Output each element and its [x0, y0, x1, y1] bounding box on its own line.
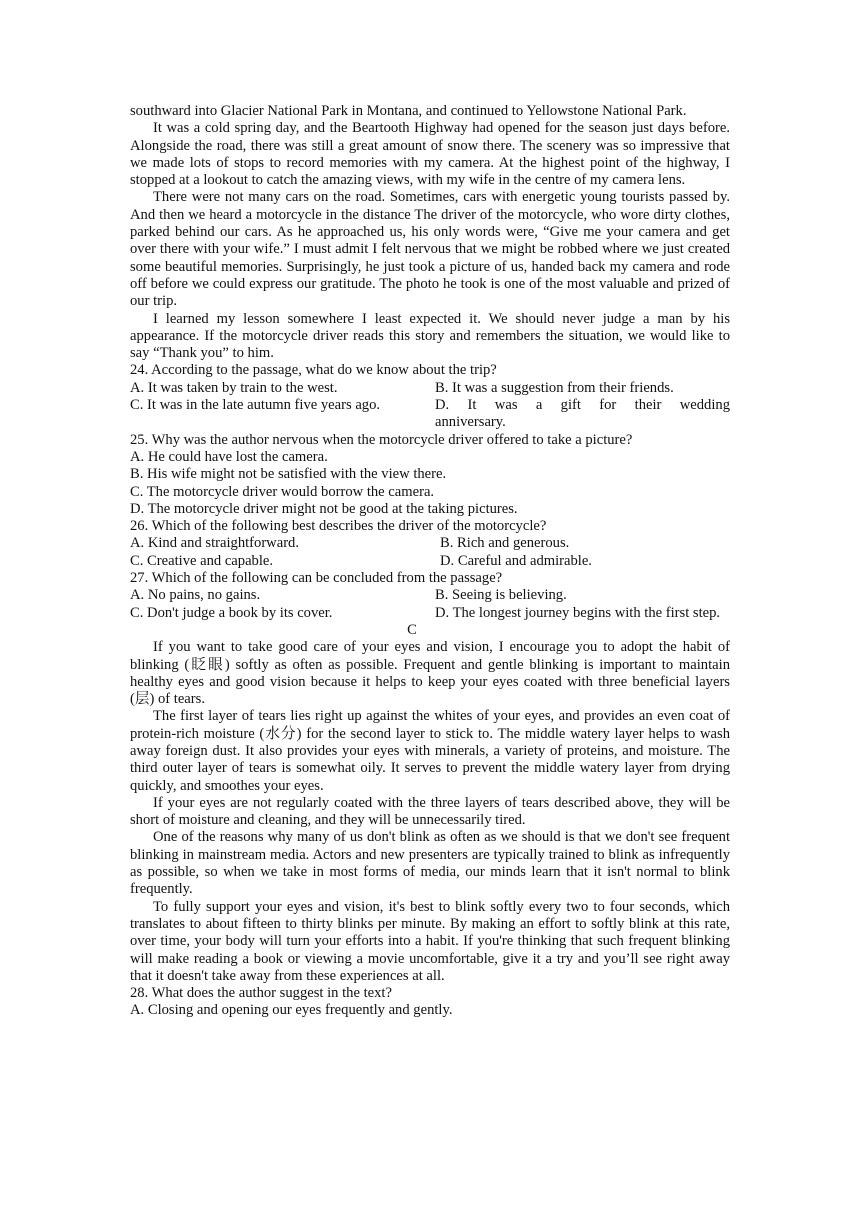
question-stem: 27. Which of the following can be concluded from the passage?	[130, 570, 503, 587]
question-stem: 28. What does the author suggest in the text?	[130, 985, 392, 1002]
passage-c-paragraph: One of the reasons why many of us don't blink as often as we should is that we don't see frequent blinking in mainstream media. Actors and new presenters are typically trained to blink as infrequently as possible, so when we take in most forms of media, our minds learn that it isn't normal to blink frequently.	[130, 829, 730, 898]
option-c: C. Don't judge a book by its cover.	[130, 604, 333, 621]
option-c: C. The motorcycle driver would borrow the camera.	[130, 483, 435, 500]
question-28	[130, 985, 730, 1020]
option-d: D. The motorcycle driver might not be good at the taking pictures.	[130, 500, 518, 517]
question-stem: 24. According to the passage, what do we know about the trip?	[130, 362, 497, 379]
passage-b-paragraph: I learned my lesson somewhere I least expected it. We should never judge a man by his appearance. If the motorcycle driver reads this story and remembers the situation, we would like to say “Thank you” to him.	[130, 310, 730, 362]
question-24	[130, 362, 730, 431]
passage-c-paragraph: If you want to take good care of your eyes and vision, I encourage you to adopt the habit of blinking (眨眼) softly as often as possible. Frequent and gentle blinking is important to maintain healthy eyes and good vision because it helps to keep your eyes coated with three beneficial layers (层) of tears.	[130, 639, 730, 708]
passage-c-heading: C	[407, 621, 417, 638]
exam-page	[130, 103, 730, 1020]
question-26	[130, 518, 730, 570]
passage-b-paragraph: There were not many cars on the road. Sometimes, cars with energetic young tourists passed by. And then we heard a motorcycle in the distance The driver of the motorcycle, who wore dirty clothes, parked behind our cars. As he approached us, his only words were, “Give me your camera and get over there with your wife.” I must admit I felt nervous that we might be robbed where we just created some beautiful memories. Surprisingly, he just took a picture of us, handed back my camera and rode off before we could express our gratitude. The photo he took is one of the most valuable and prized of our trip.	[130, 189, 730, 310]
option-d: D. Careful and admirable.	[440, 552, 592, 569]
passage-c-paragraph: To fully support your eyes and vision, it's best to blink softly every two to four seconds, which translates to about fifteen to thirty blinks per minute. By making an effort to softly blink at this rate, over time, your body will turn your efforts into a habit. If you're thinking that such frequent blinking will make reading a book or viewing a movie uncomfortable, give it a try and you’ll see right away that it doesn't take away from these experiences at all.	[130, 898, 730, 984]
passage-b-paragraph: It was a cold spring day, and the Beartooth Highway had opened for the season just days before. Alongside the road, there was still a great amount of snow there. The scenery was so impressive that we made lots of stops to record memories with my camera. At the highest point of the highway, I stopped at a lookout to catch the amazing views, with my wife in the centre of my camera lens.	[130, 120, 730, 189]
option-c: C. Creative and capable.	[130, 552, 274, 569]
passage-c-paragraph: The first layer of tears lies right up against the whites of your eyes, and provides an even coat of protein-rich moisture (水分) for the second layer to stick to. The middle watery layer helps to wash away foreign dust. It also provides your eyes with minerals, a variety of proteins, and moisture. The third outer layer of tears is somewhat oily. It serves to prevent the middle watery layer from drying quickly, and smoothes your eyes.	[130, 708, 730, 794]
options-row	[130, 397, 730, 432]
question-stem: 26. Which of the following best describes the driver of the motorcycle?	[130, 518, 547, 535]
option-d-line2: anniversary.	[435, 414, 506, 431]
question-27	[130, 570, 730, 622]
options-row	[130, 587, 730, 604]
passage-b-paragraph: southward into Glacier National Park in Montana, and continued to Yellowstone National Park.	[130, 103, 687, 119]
option-b: B. It was a suggestion from their friends.	[435, 379, 674, 396]
option-d-line1: D. It was a gift for their wedding	[435, 397, 730, 414]
options-row	[130, 605, 730, 622]
option-a: A. Closing and opening our eyes frequently and gently.	[130, 1002, 453, 1019]
options-row	[130, 553, 730, 570]
question-25	[130, 432, 730, 518]
options-row	[130, 535, 730, 552]
option-d	[435, 397, 730, 432]
option-a: A. He could have lost the camera.	[130, 448, 328, 465]
option-a: A. No pains, no gains.	[130, 587, 261, 604]
passage-c-paragraph: If your eyes are not regularly coated with the three layers of tears described above, they will be short of moisture and cleaning, and they will be unnecessarily tired.	[130, 794, 730, 829]
option-a: A. It was taken by train to the west.	[130, 379, 338, 396]
option-d: D. The longest journey begins with the first step.	[435, 604, 721, 621]
question-stem: 25. Why was the author nervous when the motorcycle driver offered to take a picture?	[130, 431, 633, 448]
option-c: C. It was in the late autumn five years ago.	[130, 397, 381, 414]
option-b: B. Seeing is believing.	[435, 587, 567, 604]
option-a: A. Kind and straightforward.	[130, 535, 300, 552]
option-b: B. Rich and generous.	[440, 535, 570, 552]
options-row	[130, 380, 730, 397]
option-b: B. His wife might not be satisfied with the view there.	[130, 466, 447, 483]
